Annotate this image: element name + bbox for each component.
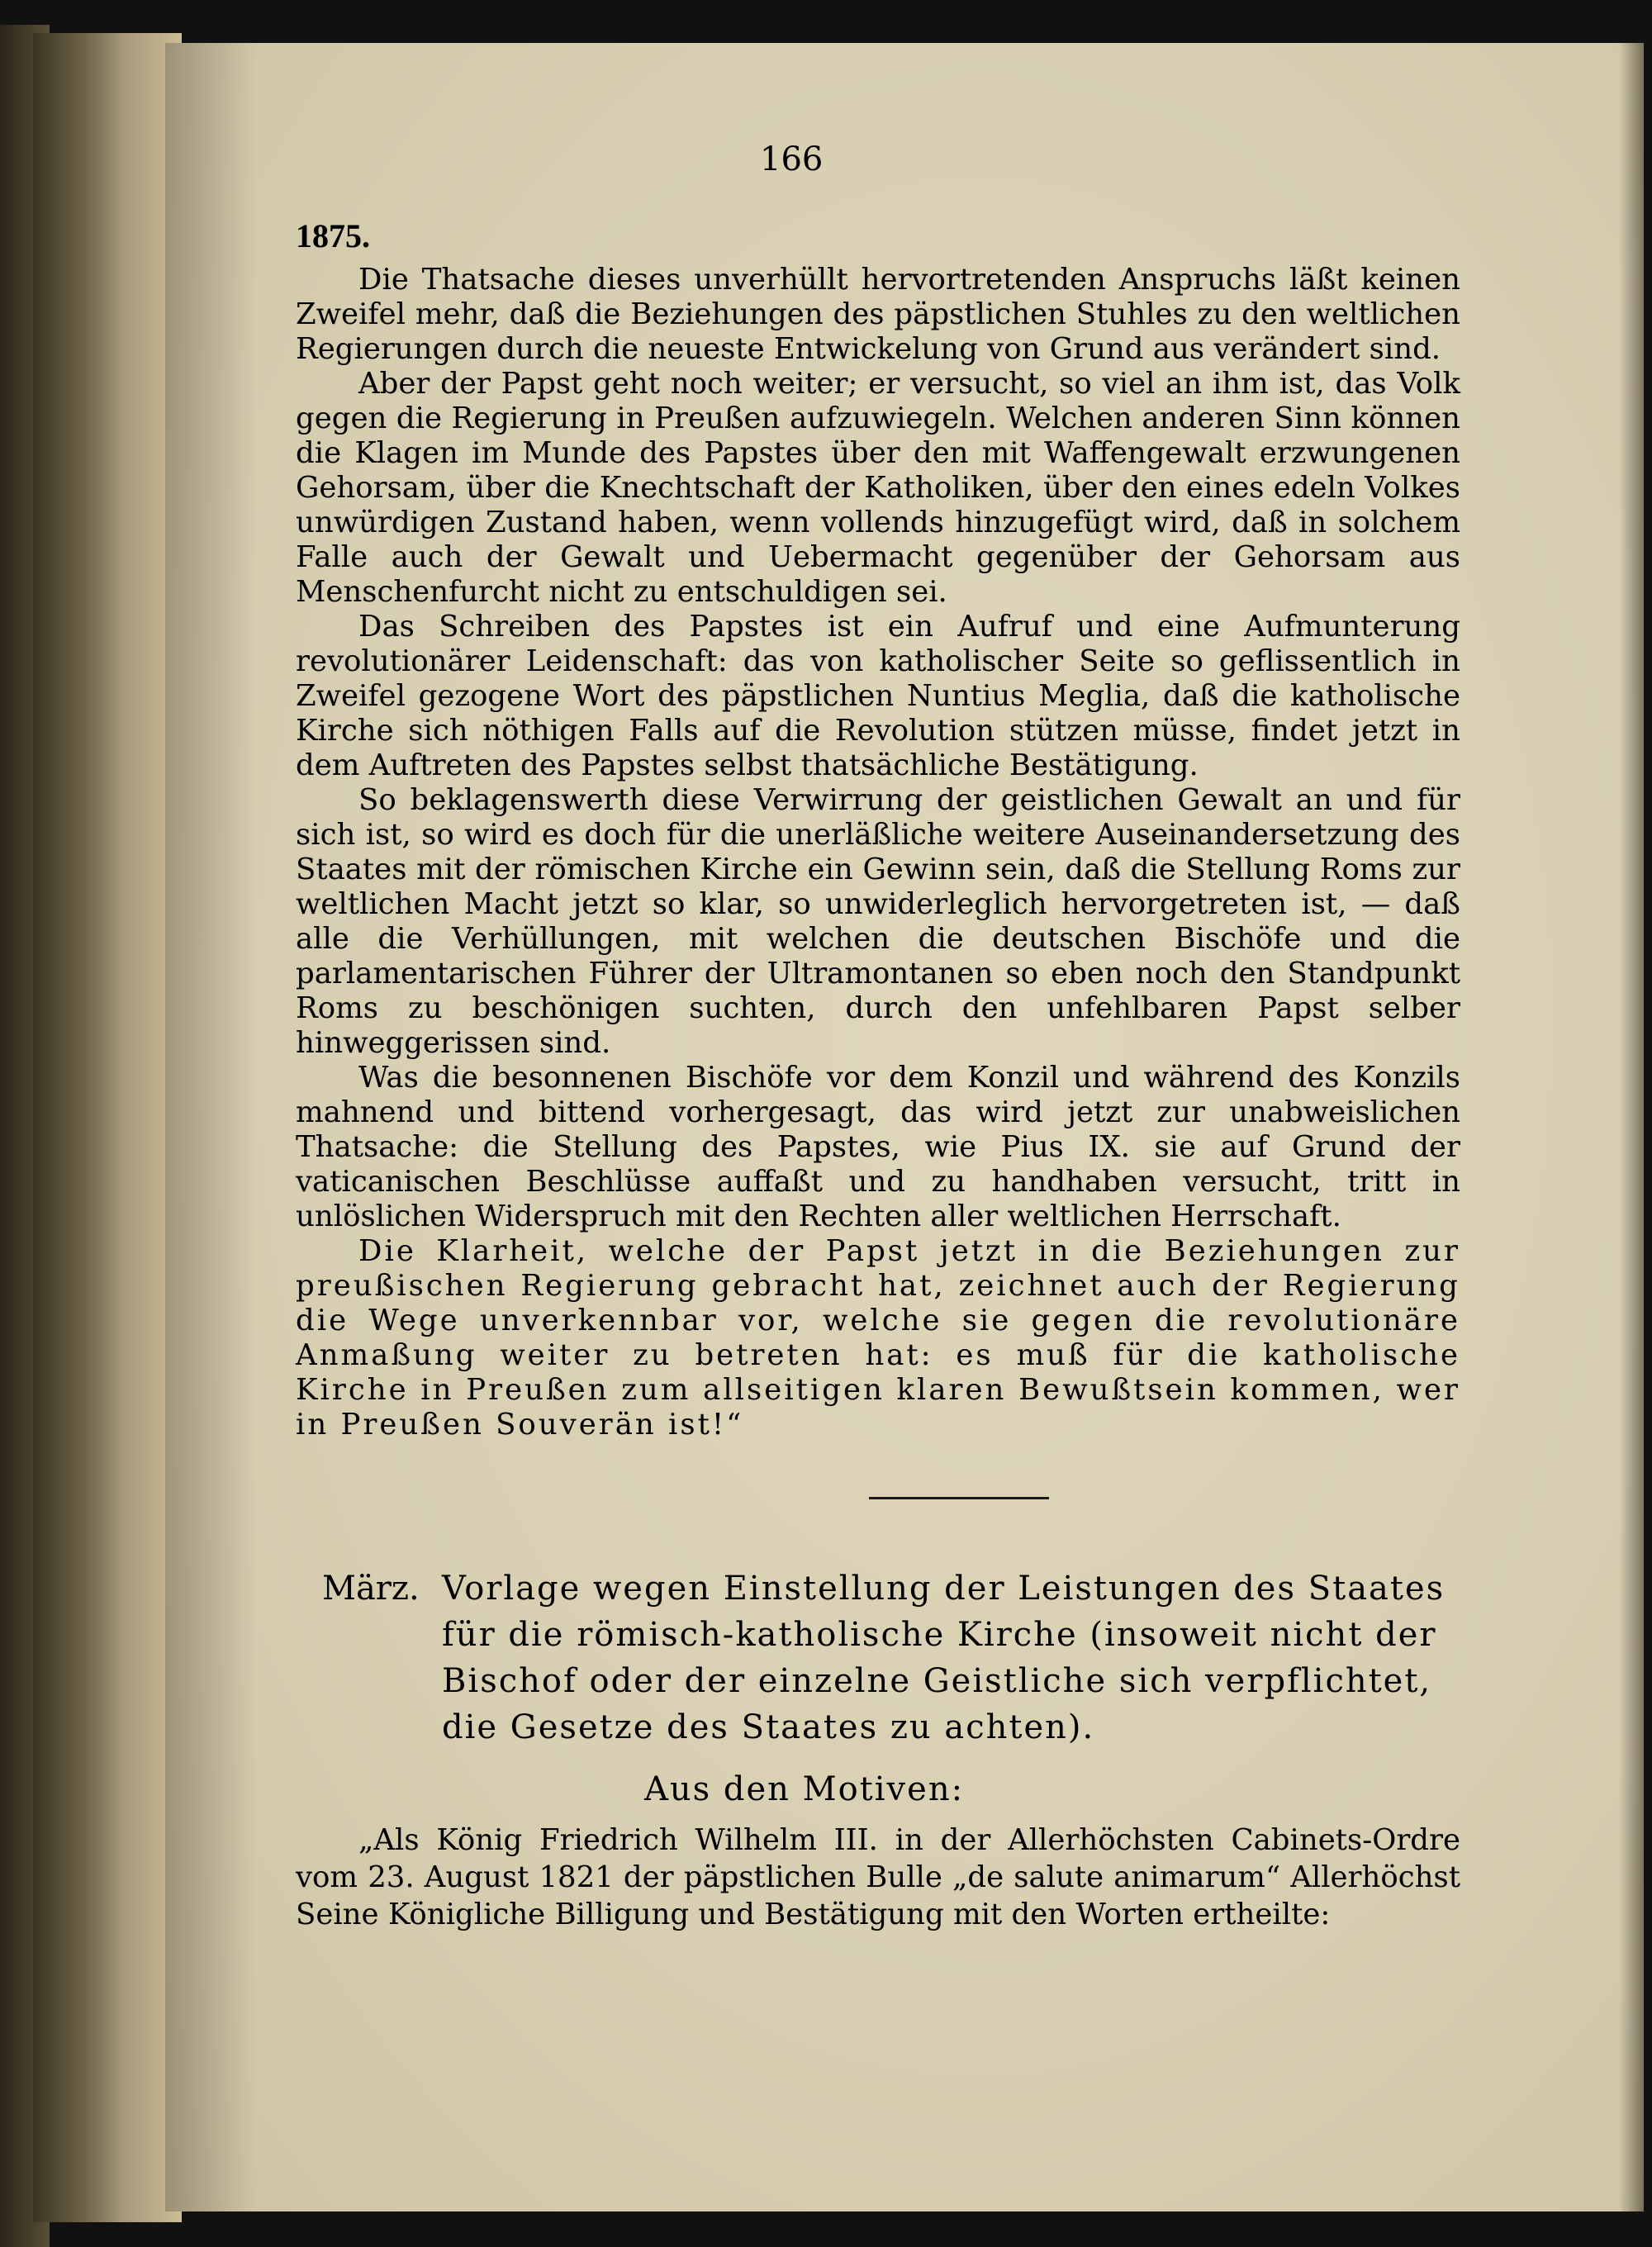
paragraph: So beklagenswerth diese Verwirrung der geistlichen Gewalt an und für sich ist, so wird es doch für die unerläßliche weitere Auseinandersetzung des Staates mit der römischen Kirche ein Gewinn sein, daß die Stellung Roms zur weltlichen Macht jetzt so klar, so unwiderleglich hervorgetreten ist, — daß alle die Verhüllungen, mit welchen die deutschen Bischöfe und die parlamentarischen Führer der Ultramontanen so eben noch den Standpunkt Roms zu beschönigen suchten, durch den unfehlbaren Papst selber hinweggerissen sind.: [296, 783, 1460, 1060]
paragraph: Die Klarheit, welche der Papst jetzt in die Beziehungen zur preußischen Regierung gebracht hat, zeichnet auch der Regierung die Wege unverkennbar vor, welche sie gegen die revolutionäre Anmaßung weiter zu betreten hat: es muß für die katholische Kirche in Preußen zum allseitigen klaren Bewußtsein kommen, wer in Preußen Souverän ist!“: [296, 1234, 1460, 1442]
paragraph: Was die besonnenen Bischöfe vor dem Konzil und während des Konzils mahnend und bittend vorhergesagt, das wird jetzt zur unabweislichen Thatsache: die Stellung des Papstes, wie Pius IX. sie auf Grund der vaticanischen Beschlüsse auffaßt und zu handhaben versucht, tritt in unlöslichen Widerspruch mit den Rechten aller weltlichen Herrschaft.: [296, 1061, 1460, 1233]
page-gutter-shadow: [165, 43, 256, 2211]
paragraph: Die Thatsache dieses unverhüllt hervortretenden Anspruchs läßt keinen Zweifel mehr, daß die Beziehungen des päpstlichen Stuhles zu den weltlichen Regierungen durch die neueste Entwickelung von Grund aus verändert sind.: [296, 263, 1460, 366]
section-divider: [869, 1497, 1049, 1499]
running-year: 1875.: [296, 217, 370, 254]
paragraph: Aber der Papst geht noch weiter; er versucht, so viel an ihm ist, das Volk gegen die Regierung in Preußen aufzuwiegeln. Welchen anderen Sinn können die Klagen im Munde des Papstes über den mit Waffengewalt erzwungenen Gehorsam, über die Knechtschaft der Katholiken, über den eines edeln Volkes unwürdigen Zustand haben, wenn vollends hinzugefügt wird, daß in solchem Falle auch der Gewalt und Uebermacht gegenüber der Gehorsam aus Menschenfurcht nicht zu entschuldigen sei.: [296, 367, 1460, 609]
entry-month: März.: [322, 1570, 420, 1608]
book-binding-edge: [33, 33, 182, 2222]
paragraph: Das Schreiben des Papstes ist ein Aufruf und eine Aufmunterung revolutionärer Leidenschaft: das von katholischer Seite so geflissentlich in Zweifel gezogene Wort des päpstlichen Nuntius Meglia, daß die katholische Kirche sich nöthigen Falls auf die Revolution stützen müsse, findet jetzt in dem Auftreten des Papstes selbst thatsächliche Bestätigung.: [296, 610, 1460, 782]
quotation: [296, 1822, 1460, 1933]
page-number: 166: [760, 140, 824, 178]
body-text: [296, 263, 1460, 1442]
quotation-text: „Als König Friedrich Wilhelm III. in der Allerhöchsten Cabinets-Ordre vom 23. August 1821 der päpstlichen Bulle „de salute animarum“ Allerhöchst Seine Königliche Billigung und Bestätigung mit den Worten ertheilte:: [296, 1823, 1460, 1931]
entry-title: Vorlage wegen Einstellung der Leistungen des Staates für die römisch-katholische Kirche (insoweit nicht der Bischof oder der einzelne Geistliche sich verpflichtet, die Gesetze des Staates zu achten).: [442, 1570, 1446, 1746]
subheading: Aus den Motiven:: [644, 1770, 965, 1808]
page-edge-shadow: [1619, 43, 1644, 2211]
